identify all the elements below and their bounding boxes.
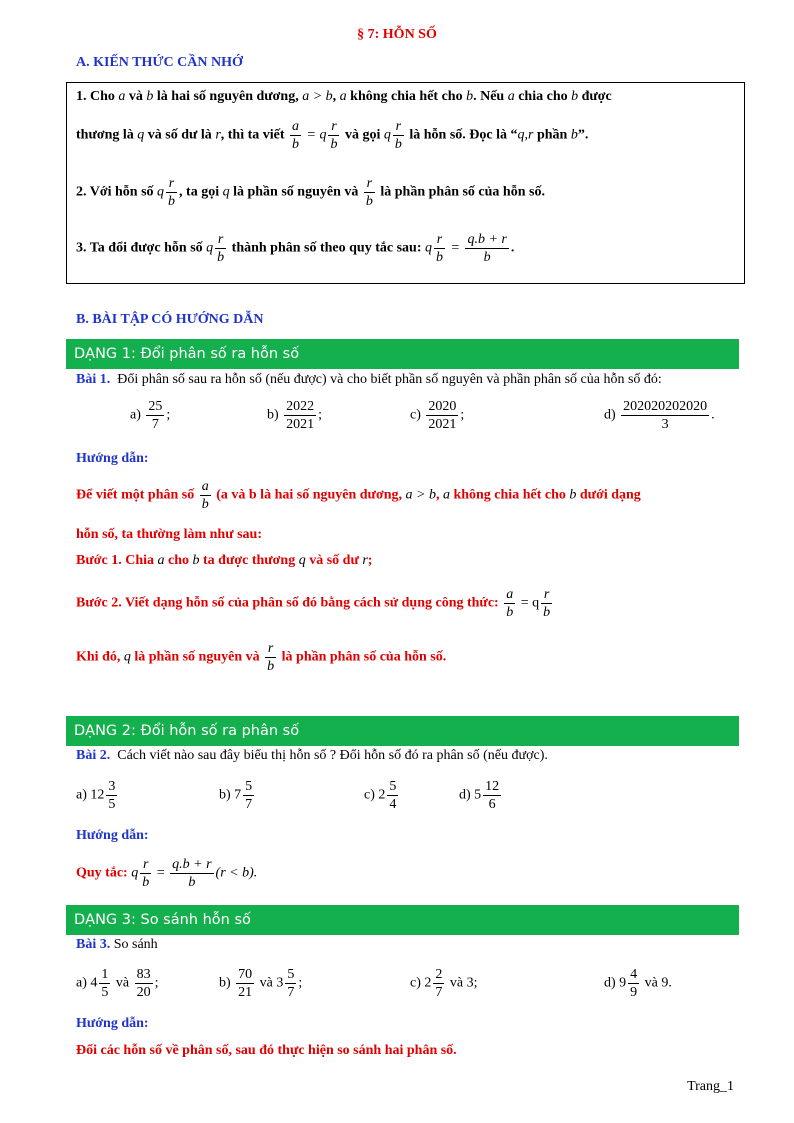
dang1-guide-line2: hỗn số, ta thường làm như sau: <box>76 527 262 542</box>
fraction-r-over-b: $\frac{r}{b}$ <box>436 232 443 265</box>
bai1-line: Bài 1. Đổi phân số sau ra hỗn số (nếu được) và cho biết phần số nguyên và phần phân số của hỗn số đó: <box>76 372 662 387</box>
dang3-guide-label: Hướng dẫn: <box>76 1016 149 1031</box>
fraction-r-over-b: $\frac{r}{b}$ <box>217 232 225 265</box>
dang3-band: DẠNG 3: So sánh hỗn số <box>66 905 739 935</box>
bai1-option-c: c) $\frac{2020}{2021}$ ; <box>410 399 465 432</box>
bai3-line: Bài 3. So sánh <box>76 937 158 952</box>
fraction-r-over-b: $\frac{r}{b}$ <box>168 176 176 209</box>
fraction-qbr-over-b: $\frac{q.b + r}{b}$ <box>467 232 507 265</box>
item2-line: 2. Với hỗn số q $\frac{r}{b}$ , ta gọi q là phần số nguyên và $\frac{r}{b}$ là phần phân số của hỗn số. <box>76 176 545 209</box>
fraction-a-over-b: $\frac{a}{b}$ <box>292 119 300 152</box>
bai3-option-c: c) 2 $\frac{2}{7}$ và 3; <box>410 967 478 1000</box>
step1-line: Bước 1. Chia a cho b ta được thương q và số dư r; <box>76 553 373 568</box>
dang1-band: DẠNG 1: Đổi phân số ra hỗn số <box>66 339 739 369</box>
bai2-option-a: a) 12 $\frac{3}{5}$ <box>76 779 116 812</box>
page-footer: Trang_1 <box>687 1079 734 1094</box>
dang1-guide-line1: Để viết một phân số $\frac{a}{b}$ (a và b là hai số nguyên dương, a > b, a không chia hết cho b dưới dạng <box>76 479 641 512</box>
bai1-option-b: b) $\frac{2022}{2021}$ ; <box>267 399 323 432</box>
section-a-heading: A. KIẾN THỨC CẦN NHỚ <box>76 55 243 70</box>
bai2-option-b: b) 7 $\frac{5}{7}$ <box>219 779 253 812</box>
dang2-guide-label: Hướng dẫn: <box>76 828 149 843</box>
bai2-option-d: d) 5 $\frac{12}{6}$ <box>459 779 500 812</box>
item1-line2: thương là q và số dư là r, thì ta viết $\frac{a}{b}$ = q $\frac{r}{b}$ và gọi q $\frac{r}{b}$ là hỗn số. Đọc là “q,r phần b”. <box>76 119 589 152</box>
fraction-r-over-b: $\frac{r}{b}$ <box>330 119 338 152</box>
section-b-heading: B. BÀI TẬP CÓ HƯỚNG DẪN <box>76 312 264 327</box>
bai1-option-a: a) $\frac{25}{7}$ ; <box>130 399 171 432</box>
item1-line1: 1. Cho a và b là hai số nguyên dương, a > b, a không chia hết cho b. Nếu a chia cho b được <box>76 89 612 104</box>
fraction-r-over-b: $\frac{r}{b}$ <box>394 119 402 152</box>
fraction-r-over-b: $\frac{r}{b}$ <box>365 176 373 209</box>
dang3-guide-text: Đổi các hỗn số về phân số, sau đó thực hiện so sánh hai phân số. <box>76 1043 457 1058</box>
page-title: § 7: HỖN SỐ <box>357 27 437 42</box>
bai3-option-b: b) $\frac{70}{21}$ và 3 $\frac{5}{7}$ ; <box>219 967 303 1000</box>
bai2-line: Bài 2. Cách viết nào sau đây biểu thị hỗn số ? Đổi hỗn số đó ra phân số (nếu được). <box>76 748 548 763</box>
bai2-option-c: c) 2 $\frac{5}{4}$ <box>364 779 397 812</box>
step2-line: Bước 2. Viết dạng hỗn số của phân số đó bằng cách sử dụng công thức: $\frac{a}{b}$ = q $\frac{r}{b}$ <box>76 587 551 620</box>
khi-do-line: Khi đó, q là phần số nguyên và $\frac{r}{b}$ là phần phân số của hỗn số. <box>76 641 447 674</box>
item3-line: 3. Ta đổi được hỗn số q $\frac{r}{b}$ thành phân số theo quy tắc sau: q $\frac{r}{b}$ = $\frac{q.b + r}{b}$ . <box>76 232 515 265</box>
bai3-option-a: a) 4 $\frac{1}{5}$ và $\frac{83}{20}$ ; <box>76 967 159 1000</box>
bai1-option-d: d) $\frac{202020202020}{3}$ . <box>604 399 715 432</box>
dang2-band: DẠNG 2: Đổi hỗn số ra phân số <box>66 716 739 746</box>
bai3-option-d: d) 9 $\frac{4}{9}$ và 9. <box>604 967 672 1000</box>
rule-line: Quy tắc: q $\frac{r}{b}$ = $\frac{q.b + r}{b}$ (r < b). <box>76 857 258 890</box>
dang1-guide-label: Hướng dẫn: <box>76 451 149 466</box>
